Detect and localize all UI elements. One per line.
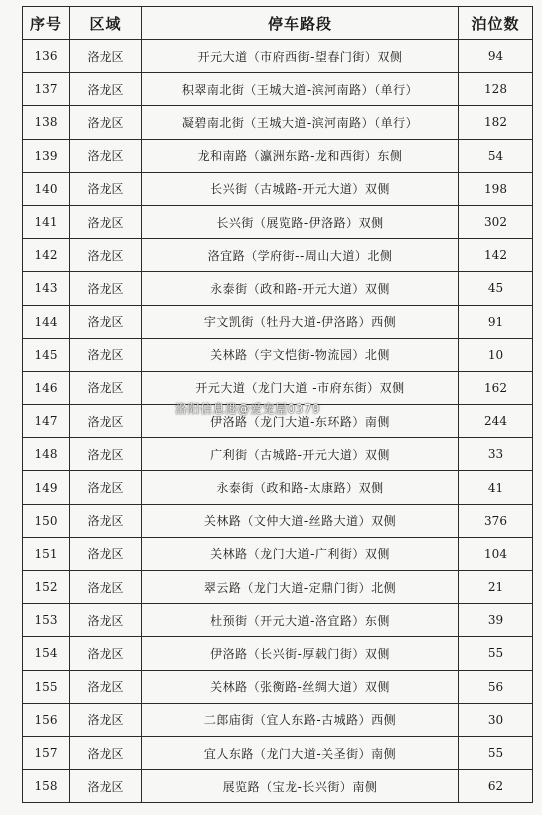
cell-num: 157 (23, 736, 70, 769)
cell-num: 154 (23, 637, 70, 670)
cell-num: 145 (23, 338, 70, 371)
cell-num: 143 (23, 272, 70, 305)
cell-count: 376 (459, 504, 533, 537)
cell-road: 永泰街（政和路-太康路）双侧 (142, 471, 459, 504)
cell-district: 洛龙区 (70, 106, 142, 139)
cell-count: 54 (459, 139, 533, 172)
cell-count: 55 (459, 637, 533, 670)
table-row (23, 106, 533, 139)
parking-table (22, 6, 533, 803)
cell-count: 30 (459, 703, 533, 736)
table-row (23, 305, 533, 338)
table-row (23, 73, 533, 106)
cell-count: 142 (459, 239, 533, 272)
table-row (23, 438, 533, 471)
cell-num: 155 (23, 670, 70, 703)
cell-count: 198 (459, 172, 533, 205)
table-row (23, 537, 533, 570)
cell-num: 152 (23, 571, 70, 604)
cell-road: 关林路（张衡路-丝绸大道）双侧 (142, 670, 459, 703)
cell-count: 21 (459, 571, 533, 604)
table-row (23, 40, 533, 73)
cell-road: 龙和南路（瀛洲东路-龙和西街）东侧 (142, 139, 459, 172)
cell-road: 关林路（宇文恺街-物流园）北侧 (142, 338, 459, 371)
cell-road: 宇文凯街（牡丹大道-伊洛路）西侧 (142, 305, 459, 338)
cell-district: 洛龙区 (70, 736, 142, 769)
cell-road: 广利街（古城路-开元大道）双侧 (142, 438, 459, 471)
cell-district: 洛龙区 (70, 338, 142, 371)
cell-num: 137 (23, 73, 70, 106)
cell-district: 洛龙区 (70, 438, 142, 471)
table-row (23, 338, 533, 371)
cell-count: 45 (459, 272, 533, 305)
cell-district: 洛龙区 (70, 770, 142, 803)
cell-road: 关林路（文仲大道-丝路大道）双侧 (142, 504, 459, 537)
cell-district: 洛龙区 (70, 239, 142, 272)
cell-road: 开元大道（市府西街-望春门街）双侧 (142, 40, 459, 73)
cell-road: 开元大道（龙门大道 -市府东街）双侧 (142, 371, 459, 404)
cell-district: 洛龙区 (70, 371, 142, 404)
header-num: 序号 (23, 7, 70, 40)
cell-district: 洛龙区 (70, 471, 142, 504)
cell-district: 洛龙区 (70, 139, 142, 172)
cell-num: 139 (23, 139, 70, 172)
cell-count: 39 (459, 604, 533, 637)
cell-district: 洛龙区 (70, 172, 142, 205)
table-row (23, 703, 533, 736)
cell-count: 104 (459, 537, 533, 570)
cell-num: 144 (23, 305, 70, 338)
header-district: 区域 (70, 7, 142, 40)
cell-district: 洛龙区 (70, 305, 142, 338)
cell-count: 244 (459, 405, 533, 438)
header-road: 停车路段 (142, 7, 459, 40)
table-header-row (23, 7, 533, 40)
cell-count: 91 (459, 305, 533, 338)
header-count: 泊位数 (459, 7, 533, 40)
cell-num: 142 (23, 239, 70, 272)
cell-district: 洛龙区 (70, 703, 142, 736)
cell-district: 洛龙区 (70, 670, 142, 703)
cell-num: 158 (23, 770, 70, 803)
cell-road: 长兴街（古城路-开元大道）双侧 (142, 172, 459, 205)
cell-num: 141 (23, 205, 70, 238)
cell-district: 洛龙区 (70, 504, 142, 537)
cell-num: 140 (23, 172, 70, 205)
cell-road: 伊洛路（长兴街-厚载门街）双侧 (142, 637, 459, 670)
cell-district: 洛龙区 (70, 537, 142, 570)
cell-road: 宜人东路（龙门大道-关圣街）南侧 (142, 736, 459, 769)
cell-count: 162 (459, 371, 533, 404)
table-row (23, 371, 533, 404)
table-row (23, 670, 533, 703)
cell-num: 147 (23, 405, 70, 438)
table-row (23, 637, 533, 670)
cell-road: 展览路（宝龙-长兴街）南侧 (142, 770, 459, 803)
cell-district: 洛龙区 (70, 73, 142, 106)
cell-num: 149 (23, 471, 70, 504)
watermark: 洛阳信息港@爱宠屋0379 (175, 402, 321, 416)
cell-road: 伊洛路（龙门大道-东环路）南侧 (142, 405, 459, 438)
cell-district: 洛龙区 (70, 637, 142, 670)
cell-district: 洛龙区 (70, 604, 142, 637)
cell-road: 二郎庙街（宜人东路-古城路）西侧 (142, 703, 459, 736)
table-row (23, 604, 533, 637)
cell-count: 10 (459, 338, 533, 371)
table-row (23, 504, 533, 537)
cell-road: 凝碧南北街（王城大道-滨河南路）（单行） (142, 106, 459, 139)
cell-count: 128 (459, 73, 533, 106)
cell-district: 洛龙区 (70, 272, 142, 305)
cell-num: 148 (23, 438, 70, 471)
cell-count: 182 (459, 106, 533, 139)
table-row (23, 571, 533, 604)
cell-num: 150 (23, 504, 70, 537)
cell-road: 积翠南北街（王城大道-滨河南路）（单行） (142, 73, 459, 106)
cell-road: 永泰街（政和路-开元大道）双侧 (142, 272, 459, 305)
cell-road: 关林路（龙门大道-广利街）双侧 (142, 537, 459, 570)
cell-road: 翠云路（龙门大道-定鼎门街）北侧 (142, 571, 459, 604)
cell-num: 151 (23, 537, 70, 570)
table-row (23, 172, 533, 205)
table-row (23, 239, 533, 272)
table-row (23, 139, 533, 172)
cell-district: 洛龙区 (70, 571, 142, 604)
table-row (23, 205, 533, 238)
cell-count: 41 (459, 471, 533, 504)
cell-num: 153 (23, 604, 70, 637)
cell-count: 94 (459, 40, 533, 73)
table-row (23, 736, 533, 769)
table-row (23, 272, 533, 305)
table-row (23, 405, 533, 438)
cell-district: 洛龙区 (70, 405, 142, 438)
cell-district: 洛龙区 (70, 205, 142, 238)
cell-road: 长兴街（展览路-伊洛路）双侧 (142, 205, 459, 238)
table-row (23, 471, 533, 504)
cell-count: 33 (459, 438, 533, 471)
cell-count: 302 (459, 205, 533, 238)
cell-num: 146 (23, 371, 70, 404)
cell-num: 138 (23, 106, 70, 139)
cell-count: 56 (459, 670, 533, 703)
cell-num: 156 (23, 703, 70, 736)
cell-district: 洛龙区 (70, 40, 142, 73)
cell-num: 136 (23, 40, 70, 73)
cell-road: 杜预街（开元大道-洛宜路）东侧 (142, 604, 459, 637)
cell-road: 洛宜路（学府街--周山大道）北侧 (142, 239, 459, 272)
cell-count: 55 (459, 736, 533, 769)
table-row (23, 770, 533, 803)
cell-count: 62 (459, 770, 533, 803)
